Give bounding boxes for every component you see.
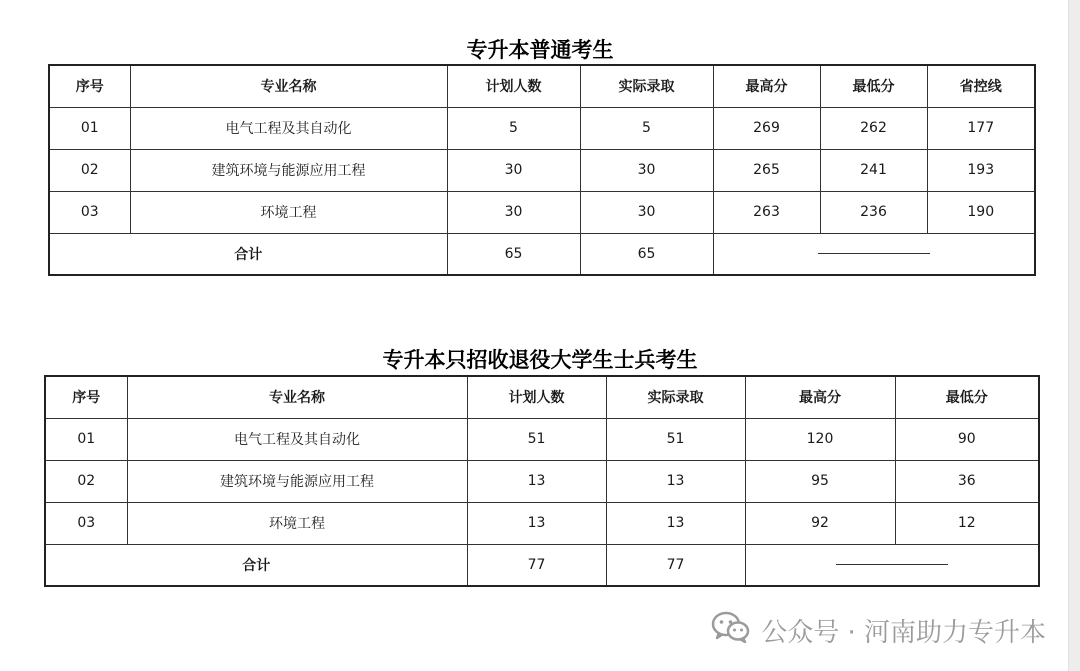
header-min: 最低分 (895, 376, 1039, 418)
header-plan: 计划人数 (467, 376, 606, 418)
cell-plan: 30 (447, 191, 580, 233)
header-max: 最高分 (713, 65, 820, 107)
cell-actual: 30 (580, 149, 713, 191)
header-plan: 计划人数 (447, 65, 580, 107)
table-header-row (45, 376, 1039, 418)
cell-min: 262 (820, 107, 927, 149)
header-actual: 实际录取 (580, 65, 713, 107)
cell-control-line: 193 (927, 149, 1035, 191)
total-empty-cell (713, 233, 1035, 275)
cell-actual: 5 (580, 107, 713, 149)
cell-plan: 51 (467, 418, 606, 460)
total-plan: 77 (467, 544, 606, 586)
cell-major: 环境工程 (127, 502, 467, 544)
cell-major: 环境工程 (130, 191, 447, 233)
cell-min: 12 (895, 502, 1039, 544)
cell-min: 236 (820, 191, 927, 233)
page-edge (1068, 0, 1080, 671)
table-row (49, 107, 1035, 149)
dash-line (818, 253, 930, 254)
cell-actual: 30 (580, 191, 713, 233)
cell-index: 03 (49, 191, 130, 233)
total-actual: 77 (606, 544, 745, 586)
header-major: 专业名称 (127, 376, 467, 418)
table-row (49, 191, 1035, 233)
header-major: 专业名称 (130, 65, 447, 107)
header-index: 序号 (45, 376, 127, 418)
table-total-row (49, 233, 1035, 275)
cell-plan: 5 (447, 107, 580, 149)
cell-major: 电气工程及其自动化 (130, 107, 447, 149)
cell-control-line: 190 (927, 191, 1035, 233)
cell-index: 03 (45, 502, 127, 544)
cell-actual: 13 (606, 460, 745, 502)
table-row (45, 502, 1039, 544)
table2-title: 专升本只招收退役大学生士兵考生 (382, 348, 698, 372)
cell-min: 241 (820, 149, 927, 191)
cell-actual: 51 (606, 418, 745, 460)
cell-major: 建筑环境与能源应用工程 (127, 460, 467, 502)
dash-line (836, 564, 948, 565)
header-actual: 实际录取 (606, 376, 745, 418)
header-control-line: 省控线 (927, 65, 1035, 107)
cell-index: 02 (45, 460, 127, 502)
cell-plan: 13 (467, 460, 606, 502)
table-row (45, 460, 1039, 502)
total-plan: 65 (447, 233, 580, 275)
cell-index: 01 (49, 107, 130, 149)
table-row (49, 149, 1035, 191)
cell-plan: 30 (447, 149, 580, 191)
cell-index: 01 (45, 418, 127, 460)
cell-major: 建筑环境与能源应用工程 (130, 149, 447, 191)
cell-max: 269 (713, 107, 820, 149)
table-regular-students (48, 64, 1036, 276)
watermark-text: 公众号 · 河南助力专升本 (761, 618, 1046, 648)
total-label: 合计 (45, 544, 467, 586)
cell-max: 120 (745, 418, 895, 460)
cell-max: 95 (745, 460, 895, 502)
header-index: 序号 (49, 65, 130, 107)
cell-actual: 13 (606, 502, 745, 544)
cell-min: 90 (895, 418, 1039, 460)
cell-control-line: 177 (927, 107, 1035, 149)
watermark (711, 611, 1046, 650)
total-actual: 65 (580, 233, 713, 275)
table-total-row (45, 544, 1039, 586)
table1-title: 专升本普通考生 (466, 38, 614, 62)
table-header-row (49, 65, 1035, 107)
cell-max: 263 (713, 191, 820, 233)
cell-major: 电气工程及其自动化 (127, 418, 467, 460)
total-label: 合计 (49, 233, 447, 275)
cell-plan: 13 (467, 502, 606, 544)
table-row (45, 418, 1039, 460)
table-veteran-students (44, 375, 1040, 587)
total-empty-cell (745, 544, 1039, 586)
header-max: 最高分 (745, 376, 895, 418)
cell-max: 92 (745, 502, 895, 544)
cell-min: 36 (895, 460, 1039, 502)
header-min: 最低分 (820, 65, 927, 107)
wechat-icon (711, 611, 751, 650)
cell-index: 02 (49, 149, 130, 191)
cell-max: 265 (713, 149, 820, 191)
